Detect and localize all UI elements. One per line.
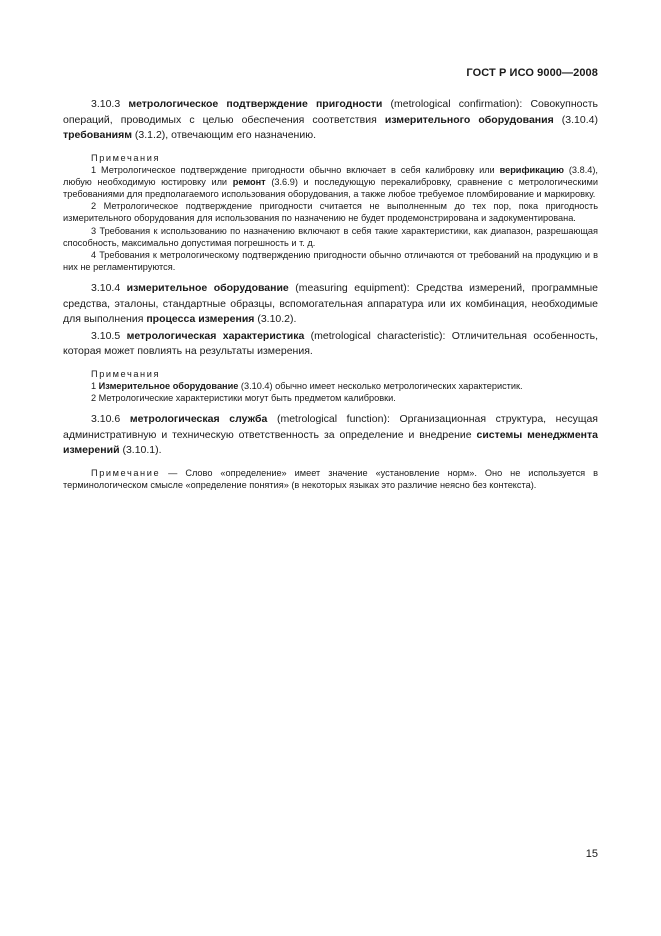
term-name: метрологическое подтверждение пригодности: [128, 98, 383, 110]
note-1: [63, 164, 598, 201]
page-number: 15: [585, 848, 598, 860]
note-ref: Измерительное оборудование: [98, 380, 239, 391]
term-text: (metrological characteristic): Отличительная особенность, которая может повлиять на результаты измерения.: [63, 329, 598, 358]
term-text: (metrological confirmation): Совокупность операций, проводимых с целью обеспечения соответствия: [63, 98, 598, 126]
note-3: 3 Требования к использованию по назначению включают в себя такие характеристики, как диапазон, разрешающая способность, максимально допустимая погрешность и т. д.: [63, 225, 598, 248]
note-ref: ремонт: [232, 176, 266, 187]
note-text: 1 Метрологическое подтверждение пригодности обычно включает в себя калибровку или: [91, 164, 500, 175]
term-3-10-5: [63, 329, 598, 360]
note-2: 2 Метрологические характеристики могут быть предметом калибровки.: [91, 393, 396, 404]
term-text: (metrological function): Организационная структура, несущая административную и техническую ответственность за определение и внедрение: [63, 413, 598, 441]
note-single: [63, 467, 598, 491]
term-text: (3.1.2), отвечающим его назначению.: [132, 129, 317, 141]
notes-heading: Примечания: [91, 368, 161, 379]
term-ref: системы менеджмента измерений: [63, 428, 598, 457]
note-2: 2 Метрологическое подтверждение пригодности считается не выполненным до тех пор, пока пригодность измерительного оборудования для использования по назначению не будет продемонстрирована и задокументирована.: [63, 201, 598, 224]
term-name: метрологическая служба: [129, 413, 268, 426]
note-text: (3.10.4) обычно имеет несколько метрологических характеристик.: [238, 380, 523, 391]
term-number: 3.10.3: [91, 98, 129, 110]
note-text: (3.6.9) и последующую перекалибровку, сравнение с метрологическими требованиями для предполагаемого использования оборудования, а также любое требуемое пломбирование и маркировку.: [63, 176, 598, 199]
term-3-10-4: [63, 281, 598, 328]
term-ref: процесса измерения: [146, 313, 255, 326]
term-ref: измерительного оборудования: [384, 113, 554, 126]
term-text: (3.10.4): [553, 113, 598, 126]
note-text: (3.8.4), любую необходимую юстировку или: [63, 164, 598, 187]
note-4: 4 Требования к метрологическому подтверждению пригодности обычно отличаются от требований на продукцию и в них не регламентируются.: [63, 249, 598, 273]
note-ref: верификацию: [499, 164, 564, 175]
notes-heading: Примечания: [91, 152, 161, 163]
term-number: 3.10.5: [91, 329, 127, 342]
term-name: измерительное оборудование: [126, 282, 289, 295]
term-number: 3.10.6: [91, 413, 130, 426]
term-text: (3.10.2).: [254, 313, 297, 326]
term-ref: требованиям: [63, 129, 133, 141]
note-heading-inline: Примечание: [91, 467, 161, 478]
document-id: ГОСТ Р ИСО 9000—2008: [466, 67, 598, 79]
term-text: (measuring equipment): Средства измерений, программные средства, эталоны, стандартные образцы, вспомогательная аппаратура или их комбинация, необходимые для выполнения: [63, 282, 598, 326]
note-text: — Слово «определение» имеет значение «установление норм». Оно не используется в терминологическом смысле «определение понятия» (в некоторых языках это различие неясно без контекста).: [63, 467, 598, 490]
note-1: [63, 380, 598, 392]
page-content: [63, 97, 598, 491]
note-text: 1: [91, 380, 99, 391]
term-3-10-3: [63, 97, 598, 144]
term-3-10-6: [63, 412, 598, 459]
term-text: (3.10.1).: [119, 444, 162, 457]
term-number: 3.10.4: [91, 282, 127, 295]
term-name: метрологическая характеристика: [126, 329, 305, 342]
